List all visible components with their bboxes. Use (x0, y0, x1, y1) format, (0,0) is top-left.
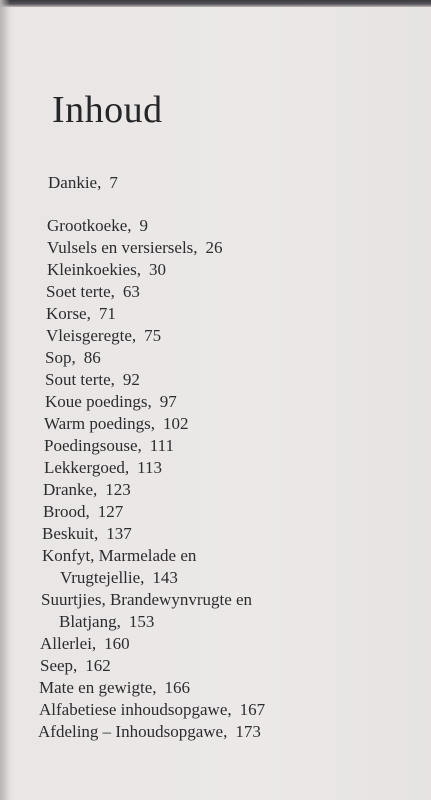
toc-entry-lekkergoed (44, 457, 162, 479)
toc-entry-page: 102 (163, 414, 189, 433)
toc-entry-brood (43, 501, 123, 523)
toc-entry-page: 113 (137, 458, 162, 477)
toc-entry-page: 63 (122, 282, 140, 301)
toc-entry-page: 92 (122, 370, 140, 389)
toc-entry-vleisgeregte (46, 325, 161, 347)
toc-entry-beskuit (42, 523, 132, 545)
toc-entry-page: 137 (106, 524, 132, 543)
toc-entry-label: Allerlei, (40, 634, 97, 653)
toc-entry-label: Grootkoeke, (47, 216, 132, 235)
toc-entry-page: 143 (152, 568, 178, 587)
toc-entry-vulsels (47, 237, 223, 259)
toc-entry-page: 160 (104, 634, 130, 653)
page-title: Inhoud (52, 89, 163, 131)
toc-entry-seep (40, 655, 111, 677)
toc-entry-page: 75 (144, 326, 162, 345)
toc-entry-mate-en-gewigte (39, 677, 190, 699)
toc-entry-konfyt (42, 545, 196, 567)
toc-entry-label: Afdeling – Inhoudsopgawe, (38, 722, 228, 741)
toc-entry-page: 9 (139, 216, 149, 235)
toc-entry-label: Vrugtejellie, (60, 568, 145, 587)
toc-entry-page: 162 (85, 656, 111, 675)
toc-entry-label: Alfabetiese inhoudsopgawe, (39, 700, 232, 719)
toc-entry-label: Dankie, (48, 173, 102, 192)
toc-entry-grootkoeke (47, 215, 148, 237)
toc-entry-page: 111 (149, 436, 174, 455)
toc-entry-allerlei (40, 633, 130, 655)
toc-entry-alfabetiese (39, 699, 265, 721)
toc-entry-koue-poedings (45, 391, 177, 413)
toc-entry-soet-terte (46, 281, 140, 303)
toc-entry-page: 153 (128, 612, 155, 631)
toc-entry-label: Lekkergoed, (44, 458, 130, 477)
toc-entry-label: Kleinkoekies, (47, 260, 141, 279)
toc-entry-afdeling (38, 721, 261, 743)
toc-entry-label: Poedingsouse, (44, 436, 142, 455)
toc-entry-warm-poedings (44, 413, 189, 435)
toc-entry-label: Blatjang, (59, 612, 121, 631)
toc-entry-label: Mate en gewigte, (39, 678, 157, 697)
toc-entry-label: Koue poedings, (45, 392, 152, 411)
toc-entry-label: Brood, (43, 502, 90, 521)
toc-entry-label: Warm poedings, (44, 414, 155, 433)
toc-entry-label: Dranke, (43, 480, 98, 499)
toc-entry-label: Konfyt, Marmelade en (42, 546, 197, 565)
toc-entry-label: Seep, (40, 656, 78, 675)
toc-entry-page: 7 (109, 173, 118, 192)
toc-entry-page: 97 (159, 392, 177, 411)
toc-entry-page: 173 (235, 722, 261, 741)
toc-entry-dankie (48, 172, 118, 194)
toc-entry-korse (46, 303, 116, 325)
toc-entry-page: 127 (97, 502, 124, 521)
toc-entry-label: Beskuit, (42, 524, 99, 543)
toc-entry-label: Soet terte, (46, 282, 115, 301)
toc-entry-vrugtejellie (60, 567, 178, 589)
toc-entry-sop (45, 347, 101, 369)
toc-entry-sout-terte (45, 369, 140, 391)
toc-entry-dranke (43, 479, 131, 501)
toc-entry-label: Sout terte, (45, 370, 115, 389)
toc-entry-page: 30 (148, 260, 166, 279)
toc-entry-page: 167 (239, 700, 266, 719)
toc-entry-label: Korse, (46, 304, 91, 323)
toc-entry-label: Vulsels en versiersels, (47, 238, 198, 257)
toc-entry-page: 86 (83, 348, 101, 367)
toc-entry-blatjang (59, 611, 154, 633)
toc-entry-page: 166 (164, 678, 191, 697)
toc-entry-page: 123 (105, 480, 131, 499)
toc-entry-page: 26 (205, 238, 223, 257)
toc-entry-suurtjies (41, 589, 252, 611)
toc-entry-page: 71 (98, 304, 116, 323)
toc-entry-label: Sop, (45, 348, 76, 367)
toc-entry-kleinkoekies (47, 259, 166, 281)
toc-entry-label: Suurtjies, Brandewynvrugte en (41, 590, 253, 609)
toc-entry-poedingsouse (44, 435, 174, 457)
toc-entry-label: Vleisgeregte, (46, 326, 137, 345)
